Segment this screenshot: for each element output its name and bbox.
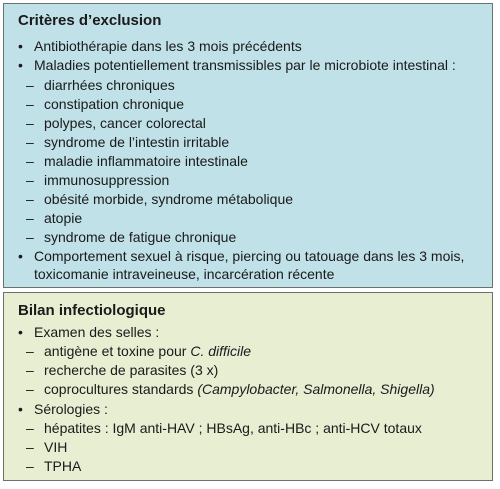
infectiology-panel: Bilan infectiologique • Examen des selles : – antigène et toxine pour C. difficile – recherche de parasites (3 x) – coprocultures standards (Campylobacter, Salmonella, Shigella) • Sérologies : – hépatites : IgM anti-HAV ; HBsAg, anti-HBc ; anti-HCV totaux – VIH – TPHA [3,292,493,481]
infectiology-title: Bilan infectiologique [18,302,166,319]
exclusion-criteria-panel: Critères d’exclusion • Antibiothérapie dans les 3 mois précédents • Maladies potentiellement transmissibles par le microbiote intestinal : – diarrhées chroniques – constipation chronique – polypes, cancer colorectal – syndrome de l’intestin irritable – maladie inflammatoire intestinale – immunosuppression – obésité morbide, syndrome métabolique – atopie – syndrome de fatigue chronique • Comportement sexuel à risque, piercing ou tatouage dans les 3 mois, toxicomanie intraveineuse, incarcération récente [3,3,493,288]
exclusion-criteria-title: Critères d’exclusion [18,12,162,29]
